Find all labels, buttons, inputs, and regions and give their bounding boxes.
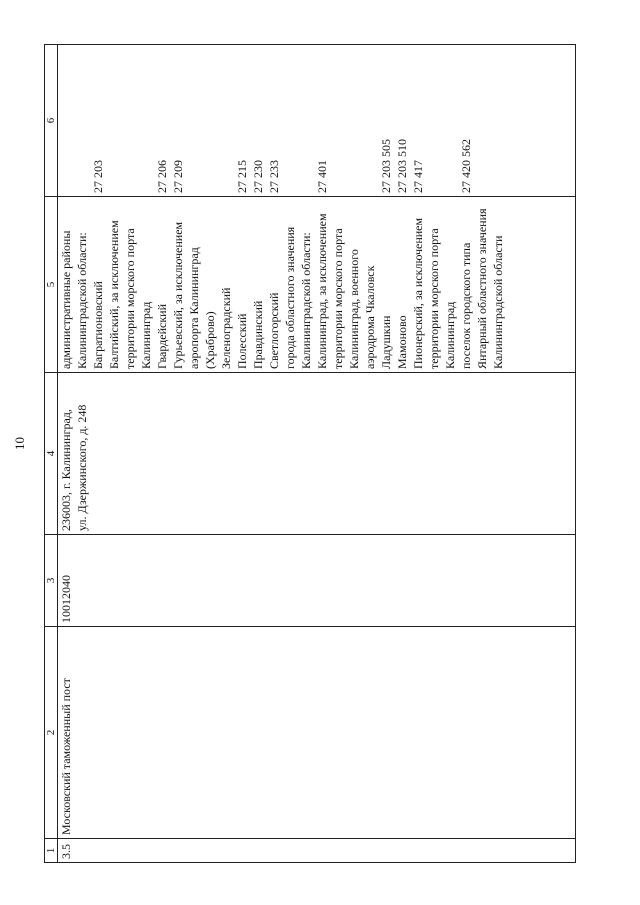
column-header-4: 4 (45, 373, 58, 535)
territory-line: Калининградской области: (299, 232, 313, 369)
territory-line: Гвардейский (155, 303, 169, 369)
table-row (58, 45, 576, 863)
territory-line: Пионерский, за исключением (411, 217, 425, 369)
header-row (45, 45, 58, 863)
customs-posts-table (44, 44, 576, 863)
territory-line: поселок городского типа (459, 242, 473, 369)
spacer (106, 48, 154, 193)
territory-line: Калининград, военного (347, 249, 361, 369)
code-cell (58, 535, 576, 627)
territory-line: Балтийский, за исключением (107, 220, 121, 369)
territory-line: города областного значения (283, 226, 297, 369)
spacer (186, 48, 234, 193)
territory-cell (58, 197, 576, 373)
row-number: 3.5 (59, 844, 73, 859)
okato-code: 27 203 (91, 160, 105, 193)
territory-line: Багратионовский (91, 281, 105, 369)
spacer (282, 48, 314, 193)
territory-line: территории морского порта (331, 228, 345, 369)
territory-line: Калининградской области: (75, 232, 89, 369)
territory-line: Калининград (443, 301, 457, 369)
territory-line: Калининград, за исключением (315, 213, 329, 369)
territory-line: аэропорта Калининград (187, 247, 201, 369)
territory-line: Зеленоградский (219, 287, 233, 369)
territory-line: Правдинский (251, 300, 265, 369)
okato-code: 27 401 (315, 160, 329, 193)
post-name-cell (58, 627, 576, 839)
territory-line: Мамоново (395, 315, 409, 369)
territory-line: (Храброво) (203, 311, 217, 369)
territory-line: территории морского порта (427, 228, 441, 369)
column-header-1: 1 (45, 839, 58, 863)
address-line: 236003, г. Калининград, (59, 409, 73, 531)
post-name: Московский таможенный пост (59, 678, 73, 835)
column-header-2: 2 (45, 627, 58, 839)
okato-code: 27 215 (235, 160, 249, 193)
okato-code: 27 233 (267, 160, 281, 193)
okato-code: 27 420 562 (459, 139, 473, 193)
territory-line: Гурьевский, за исключением (171, 221, 185, 369)
okato-code: 27 209 (171, 160, 185, 193)
address-line: ул. Дзержинского, д. 248 (75, 404, 89, 531)
territory-line: Калининградской области (491, 235, 505, 369)
page-number: 10 (12, 437, 27, 450)
territory-line: аэродрома Чкаловск (363, 265, 377, 369)
okato-code: 27 230 (251, 160, 265, 193)
territory-line: территории морского порта (123, 228, 137, 369)
okato-code: 27 203 505 (379, 139, 393, 193)
territory-line: Ладушкин (379, 315, 393, 369)
territory-line: Янтарный областного значения (475, 208, 489, 369)
spacer (330, 48, 378, 193)
row-number-cell (58, 839, 576, 863)
okato-cell (58, 45, 576, 197)
column-header-3: 3 (45, 535, 58, 627)
address-cell (58, 373, 576, 535)
territory-line: Полесский (235, 313, 249, 369)
okato-code: 27 206 (155, 160, 169, 193)
column-header-5: 5 (45, 197, 58, 373)
okato-code: 27 417 (411, 160, 425, 193)
spacer (426, 48, 458, 193)
okato-code: 27 203 510 (395, 139, 409, 193)
column-header-6: 6 (45, 45, 58, 197)
rotated-table-wrapper (44, 45, 576, 863)
territory-line: административные районы (59, 230, 73, 369)
territory-line: Светлогорский (267, 292, 281, 369)
territory-line: Калининград (139, 301, 153, 369)
spacer (58, 48, 90, 193)
post-code: 10012040 (59, 575, 73, 623)
